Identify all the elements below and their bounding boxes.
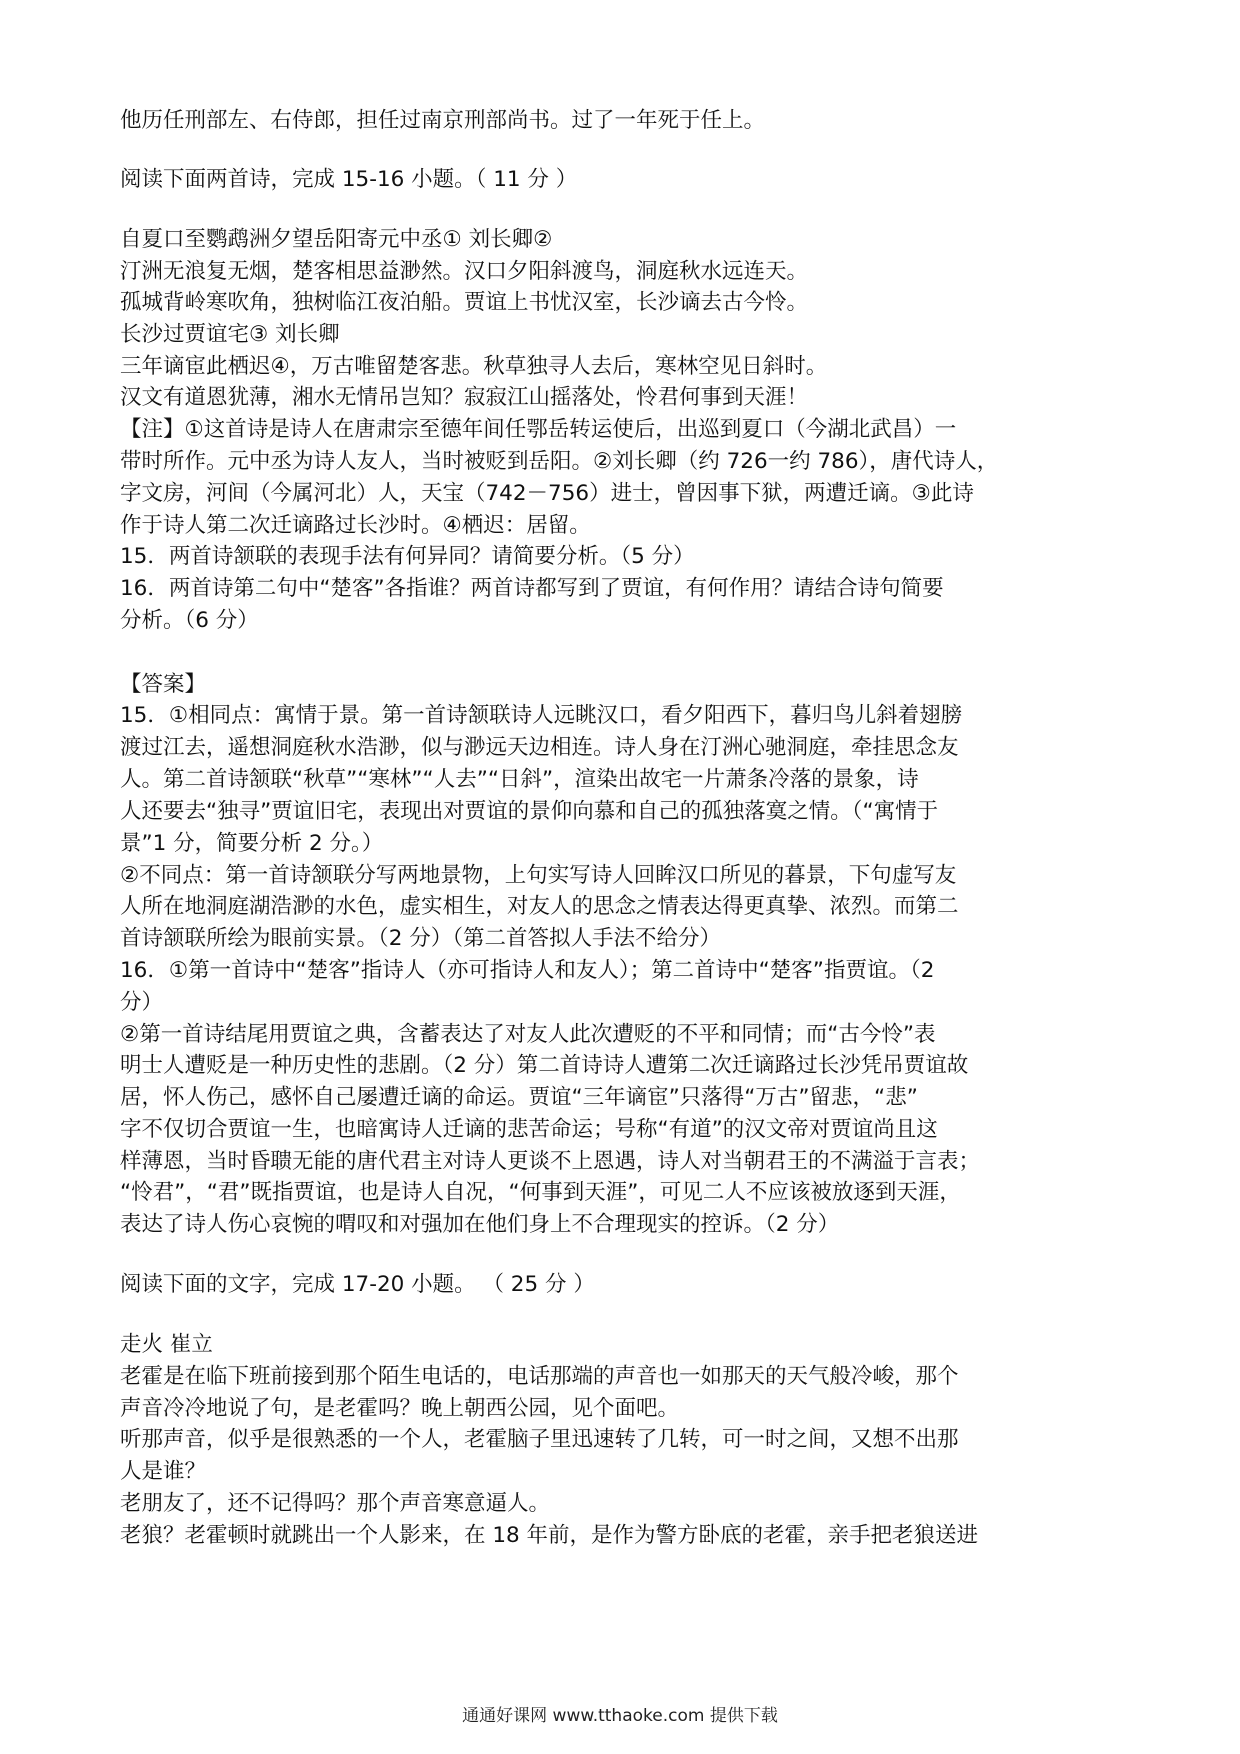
answer-line: 人所在地洞庭湖浩渺的水色，虚实相生，对友人的思念之情表达得更真挚、浓烈。而第二 — [120, 894, 959, 919]
story-line: 声音冷冷地说了句，是老霍吗？晚上朝西公园，见个面吧。 — [120, 1396, 680, 1421]
note-line: 【注】①这首诗是诗人在唐肃宗至德年间任鄂岳转运使后，出巡到夏口（今湖北武昌）一 — [120, 417, 957, 442]
story-line: 人是谁？ — [120, 1459, 207, 1484]
answer-line: 景”1 分，简要分析 2 分。） — [120, 831, 384, 856]
answer-line: 明士人遭贬是一种历史性的悲剧。（2 分）第二首诗诗人遭第二次迁谪路过长沙凭吊贾谊故 — [120, 1053, 969, 1078]
story-title: 走火 崔立 — [120, 1332, 213, 1357]
poem1-line: 汀洲无浪复无烟，楚客相思益渺然。汉口夕阳斜渡鸟，洞庭秋水远连天。 — [120, 259, 809, 284]
answer-line: “怜君”，“君”既指贾谊，也是诗人自况，“何事到天涯”，可见二人不应该被放逐到天涯， — [120, 1180, 961, 1205]
answer-line: 字不仅切合贾谊一生，也暗寓诗人迁谪的悲苦命运；号称“有道”的汉文帝对贾谊尚且这 — [120, 1117, 938, 1142]
answer-line: 15．①相同点：寓情于景。第一首诗颔联诗人远眺汉口，看夕阳西下，暮归鸟儿斜着翅膀 — [120, 703, 963, 728]
note-line: 字文房，河间（今属河北）人，天宝（742－756）进士，曾因事下狱，两遭迁谪。③此诗 — [120, 481, 974, 506]
poem2-line: 汉文有道恩犹薄，湘水无情吊岂知？寂寂江山摇落处，怜君何事到天涯！ — [120, 385, 809, 410]
story-line: 老霍是在临下班前接到那个陌生电话的，电话那端的声音也一如那天的天气般冷峻，那个 — [120, 1364, 959, 1389]
answer-line: 表达了诗人伤心哀惋的喟叹和对强加在他们身上不合理现实的控诉。（2 分） — [120, 1212, 840, 1237]
page-footer: 通通好课网 www.tthaoke.com 提供下载 — [462, 1706, 778, 1726]
answer-line: 渡过江去，遥想洞庭秋水浩渺，似与渺远天边相连。诗人身在汀洲心驰洞庭，牵挂思念友 — [120, 735, 959, 760]
poetry-instruction: 阅读下面两首诗，完成 15-16 小题。（ 11 分 ） — [120, 167, 578, 192]
answer-line: ②不同点：第一首诗颔联分写两地景物，上句实写诗人回眸汉口所见的暮景，下句虚写友 — [120, 863, 957, 888]
answer-heading: 【答案】 — [120, 672, 207, 697]
answer-line: 居，怀人伤己，感怀自己屡遭迁谪的命运。贾谊“三年谪宦”只落得“万古”留悲，“悲” — [120, 1085, 918, 1110]
answer-line: 人。第二首诗颔联“秋草”“寒林”“人去”“日斜”，渲染出故宅一片萧条冷落的景象，诗 — [120, 767, 919, 792]
note-line: 带时所作。元中丞为诗人友人，当时被贬到岳阳。②刘长卿（约 726一约 786），唐代诗人， — [120, 449, 999, 474]
poem2-line: 三年谪宦此栖迟④，万古唯留楚客悲。秋草独寻人去后，寒林空见日斜时。 — [120, 354, 828, 379]
answer-line: 16．①第一首诗中“楚客”指诗人（亦可指诗人和友人）；第二首诗中“楚客”指贾谊。（2 — [120, 958, 935, 983]
question-line: 15．两首诗颔联的表现手法有何异同？请简要分析。（5 分） — [120, 544, 695, 569]
poem2-title: 长沙过贾谊宅③ 刘长卿 — [120, 322, 340, 347]
question-line: 16．两首诗第二句中“楚客”各指谁？两首诗都写到了贾谊，有何作用？请结合诗句简要 — [120, 576, 944, 601]
question-line: 分析。（6 分） — [120, 608, 259, 633]
story-instruction: 阅读下面的文字，完成 17-20 小题。 （ 25 分 ） — [120, 1272, 595, 1297]
intro-line: 他历任刑部左、右侍郎，担任过南京刑部尚书。过了一年死于任上。 — [120, 108, 766, 133]
answer-line: 样薄恩，当时昏聩无能的唐代君主对诗人更谈不上恩遇，诗人对当朝君王的不满溢于言表； — [120, 1149, 981, 1174]
answer-line: ②第一首诗结尾用贾谊之典，含蓄表达了对友人此次遭贬的不平和同情；而“古今怜”表 — [120, 1022, 936, 1047]
story-line: 听那声音，似乎是很熟悉的一个人，老霍脑子里迅速转了几转，可一时之间，又想不出那 — [120, 1427, 959, 1452]
answer-line: 人还要去“独寻”贾谊旧宅，表现出对贾谊的景仰向慕和自己的孤独落寞之情。（“寓情于 — [120, 799, 939, 824]
answer-line: 首诗颔联所绘为眼前实景。（2 分）（第二首答拟人手法不给分） — [120, 926, 722, 951]
note-line: 作于诗人第二次迁谪路过长沙时。④栖迟：居留。 — [120, 513, 591, 538]
story-line: 老狼？老霍顿时就跳出一个人影来，在 18 年前，是作为警方卧底的老霍，亲手把老狼送进 — [120, 1523, 979, 1548]
poem1-title: 自夏口至鹦鹉洲夕望岳阳寄元中丞① 刘长卿② — [120, 227, 553, 252]
answer-line: 分） — [120, 990, 164, 1015]
poem1-line: 孤城背岭寒吹角，独树临江夜泊船。贾谊上书忧汉室，长沙谪去古今怜。 — [120, 290, 809, 315]
story-line: 老朋友了，还不记得吗？那个声音寒意逼人。 — [120, 1491, 551, 1516]
